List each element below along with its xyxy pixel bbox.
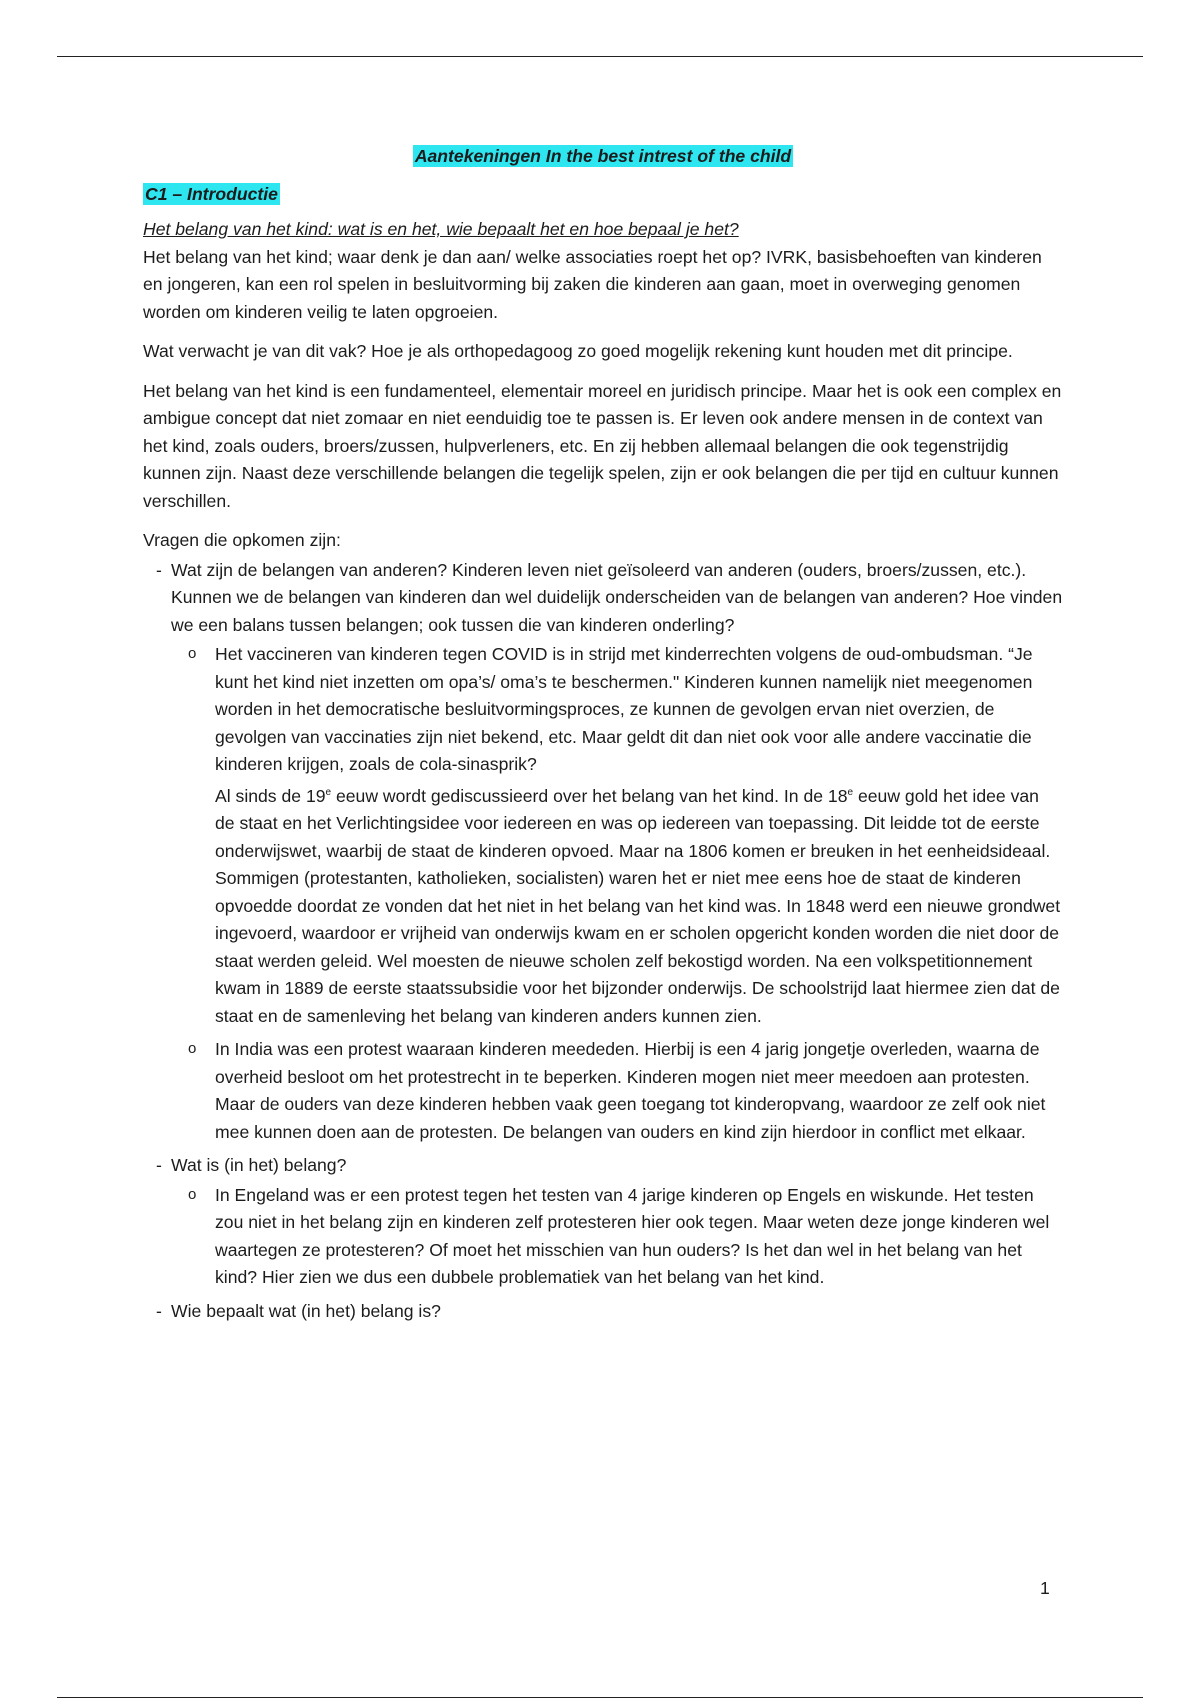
history-paragraph bbox=[171, 783, 1063, 1031]
history-text-c: eeuw gold het idee van de staat en het Verlichtingsidee voor iedereen en was op iedereen van toepassing. Dit leidde tot de eerste onderwijswet, waarbij de staat de kinderen opvoed. Maar na 1806 komen er breuken in het eenheidsideaal. Sommigen (protestanten, katholieken, socialisten) waren het er niet mee eens hoe de staat de kinderen opvoedde doordat ze vonden dat het niet in het belang van het kind was. In 1848 werd een nieuwe grondwet ingevoerd, waardoor er vrijheid van onderwijs kwam en er scholen opgericht konden worden die niet door de staat werden geleid. Wel moesten de nieuwe scholen zelf bekostigd worden. Na een volkspetitionnement kwam in 1889 de eerste staatssubsidie voor het bijzonder onderwijs. De schoolstrijd laat hiermee zien dat de staat en de samenleving het belang van kinderen anders kunnen zien. bbox=[215, 785, 1061, 1026]
sub-list-item bbox=[171, 1036, 1063, 1146]
questions-list bbox=[143, 557, 1063, 1326]
sub-list bbox=[171, 1182, 1063, 1292]
chapter-heading-block bbox=[143, 181, 1063, 209]
sub-list-item bbox=[171, 1182, 1063, 1292]
document-body bbox=[143, 143, 1063, 1329]
history-text-a: Al sinds de 19 bbox=[215, 785, 326, 806]
section-subheading: Het belang van het kind: wat is en het, wie bepaalt het en hoe bepaal je het? bbox=[143, 219, 739, 239]
list-item bbox=[143, 557, 1063, 1147]
list-item bbox=[143, 1298, 1063, 1326]
superscript: e bbox=[325, 786, 332, 798]
sub-list bbox=[171, 641, 1063, 779]
paragraph-expectations: Wat verwacht je van dit vak? Hoe je als orthopedagoog zo goed mogelijk rekening kunt houden met dit principe. bbox=[143, 341, 1013, 361]
superscript: e bbox=[847, 786, 854, 798]
header-rule bbox=[57, 56, 1143, 57]
paragraph-questions-intro: Vragen die opkomen zijn: bbox=[143, 530, 341, 550]
sub-item-text: In Engeland was er een protest tegen het testen van 4 jarige kinderen op Engels en wiskunde. Het testen zou niet in het belang zijn en kinderen zelf protesteren hier ook tegen. Maar weten deze jonge kinderen wel waartegen ze protesteren? Of moet het misschien van hun ouders? Is het dan wel in het belang van het kind? Hier zien we dus een dubbele problematiek van het belang van het kind. bbox=[215, 1184, 1050, 1287]
paragraph-associations: Het belang van het kind; waar denk je dan aan/ welke associaties roept het op? IVRK, basisbehoeften van kinderen en jongeren, kan een rol spelen in besluitvorming bij zaken die kinderen aan gaan, moet in overweging genomen worden om kinderen veilig te laten opgroeien. bbox=[143, 246, 1042, 322]
sub-item-text: In India was een protest waaraan kinderen meededen. Hierbij is een 4 jarig jongetje overleden, waarna de overheid besloot om het protestrecht in te beperken. Kinderen mogen niet meer meedoen aan protesten. Maar de ouders van deze kinderen hebben vaak geen toegang tot kinderopvang, waardoor ze zelf ook niet mee kunnen doen aan de protesten. De belangen van ouders en kind zijn hierdoor in conflict met elkaar. bbox=[215, 1039, 1046, 1142]
sub-list bbox=[171, 1036, 1063, 1146]
title-block bbox=[143, 143, 1063, 171]
chapter-heading: C1 – Introductie bbox=[145, 183, 278, 204]
question-text: Wat zijn de belangen van anderen? Kinderen leven niet geïsoleerd van anderen (ouders, broers/zussen, etc.). Kunnen we de belangen van kinderen dan wel duidelijk onderscheiden van de belangen van anderen? Hoe vinden we een balans tussen belangen; ook tussen die van kinderen onderling? bbox=[171, 559, 1063, 635]
document-title: Aantekeningen In the best intrest of the child bbox=[414, 146, 792, 166]
page-number: 1 bbox=[1040, 1578, 1050, 1598]
question-text: Wie bepaalt wat (in het) belang is? bbox=[171, 1300, 441, 1321]
footer-rule bbox=[57, 1697, 1143, 1698]
sub-list-item bbox=[171, 641, 1063, 779]
question-text: Wat is (in het) belang? bbox=[171, 1155, 347, 1175]
sub-item-text: Het vaccineren van kinderen tegen COVID is in strijd met kinderrechten volgens de oud-ombudsman. “Je kunt het kind niet inzetten om opa’s/ oma’s te beschermen." Kinderen kunnen namelijk niet meegenomen worden in het democratische besluitvormingsproces, ze kunnen de gevolgen ervan niet overzien, de gevolgen van vaccinaties zijn niet bekend, etc. Maar geldt dit dan niet ook voor alle andere vaccinatie die kinderen krijgen, zoals de cola-sinasprik? bbox=[215, 644, 1033, 774]
history-text-b: eeuw wordt gediscussieerd over het belang van het kind. In de 18 bbox=[331, 785, 848, 806]
list-item bbox=[143, 1152, 1063, 1292]
paragraph-principle: Het belang van het kind is een fundamenteel, elementair moreel en juridisch principe. Maar het is ook een complex en ambigue concept dat niet zomaar en niet eenduidig toe te passen is. Er leven ook andere mensen in de context van het kind, zoals ouders, broers/zussen, hulpverleners, etc. En zij hebben allemaal belangen die ook tegenstrijdig kunnen zijn. Naast deze verschillende belangen die tegelijk spelen, zijn er ook belangen die per tijd en cultuur kunnen verschillen. bbox=[143, 380, 1062, 511]
